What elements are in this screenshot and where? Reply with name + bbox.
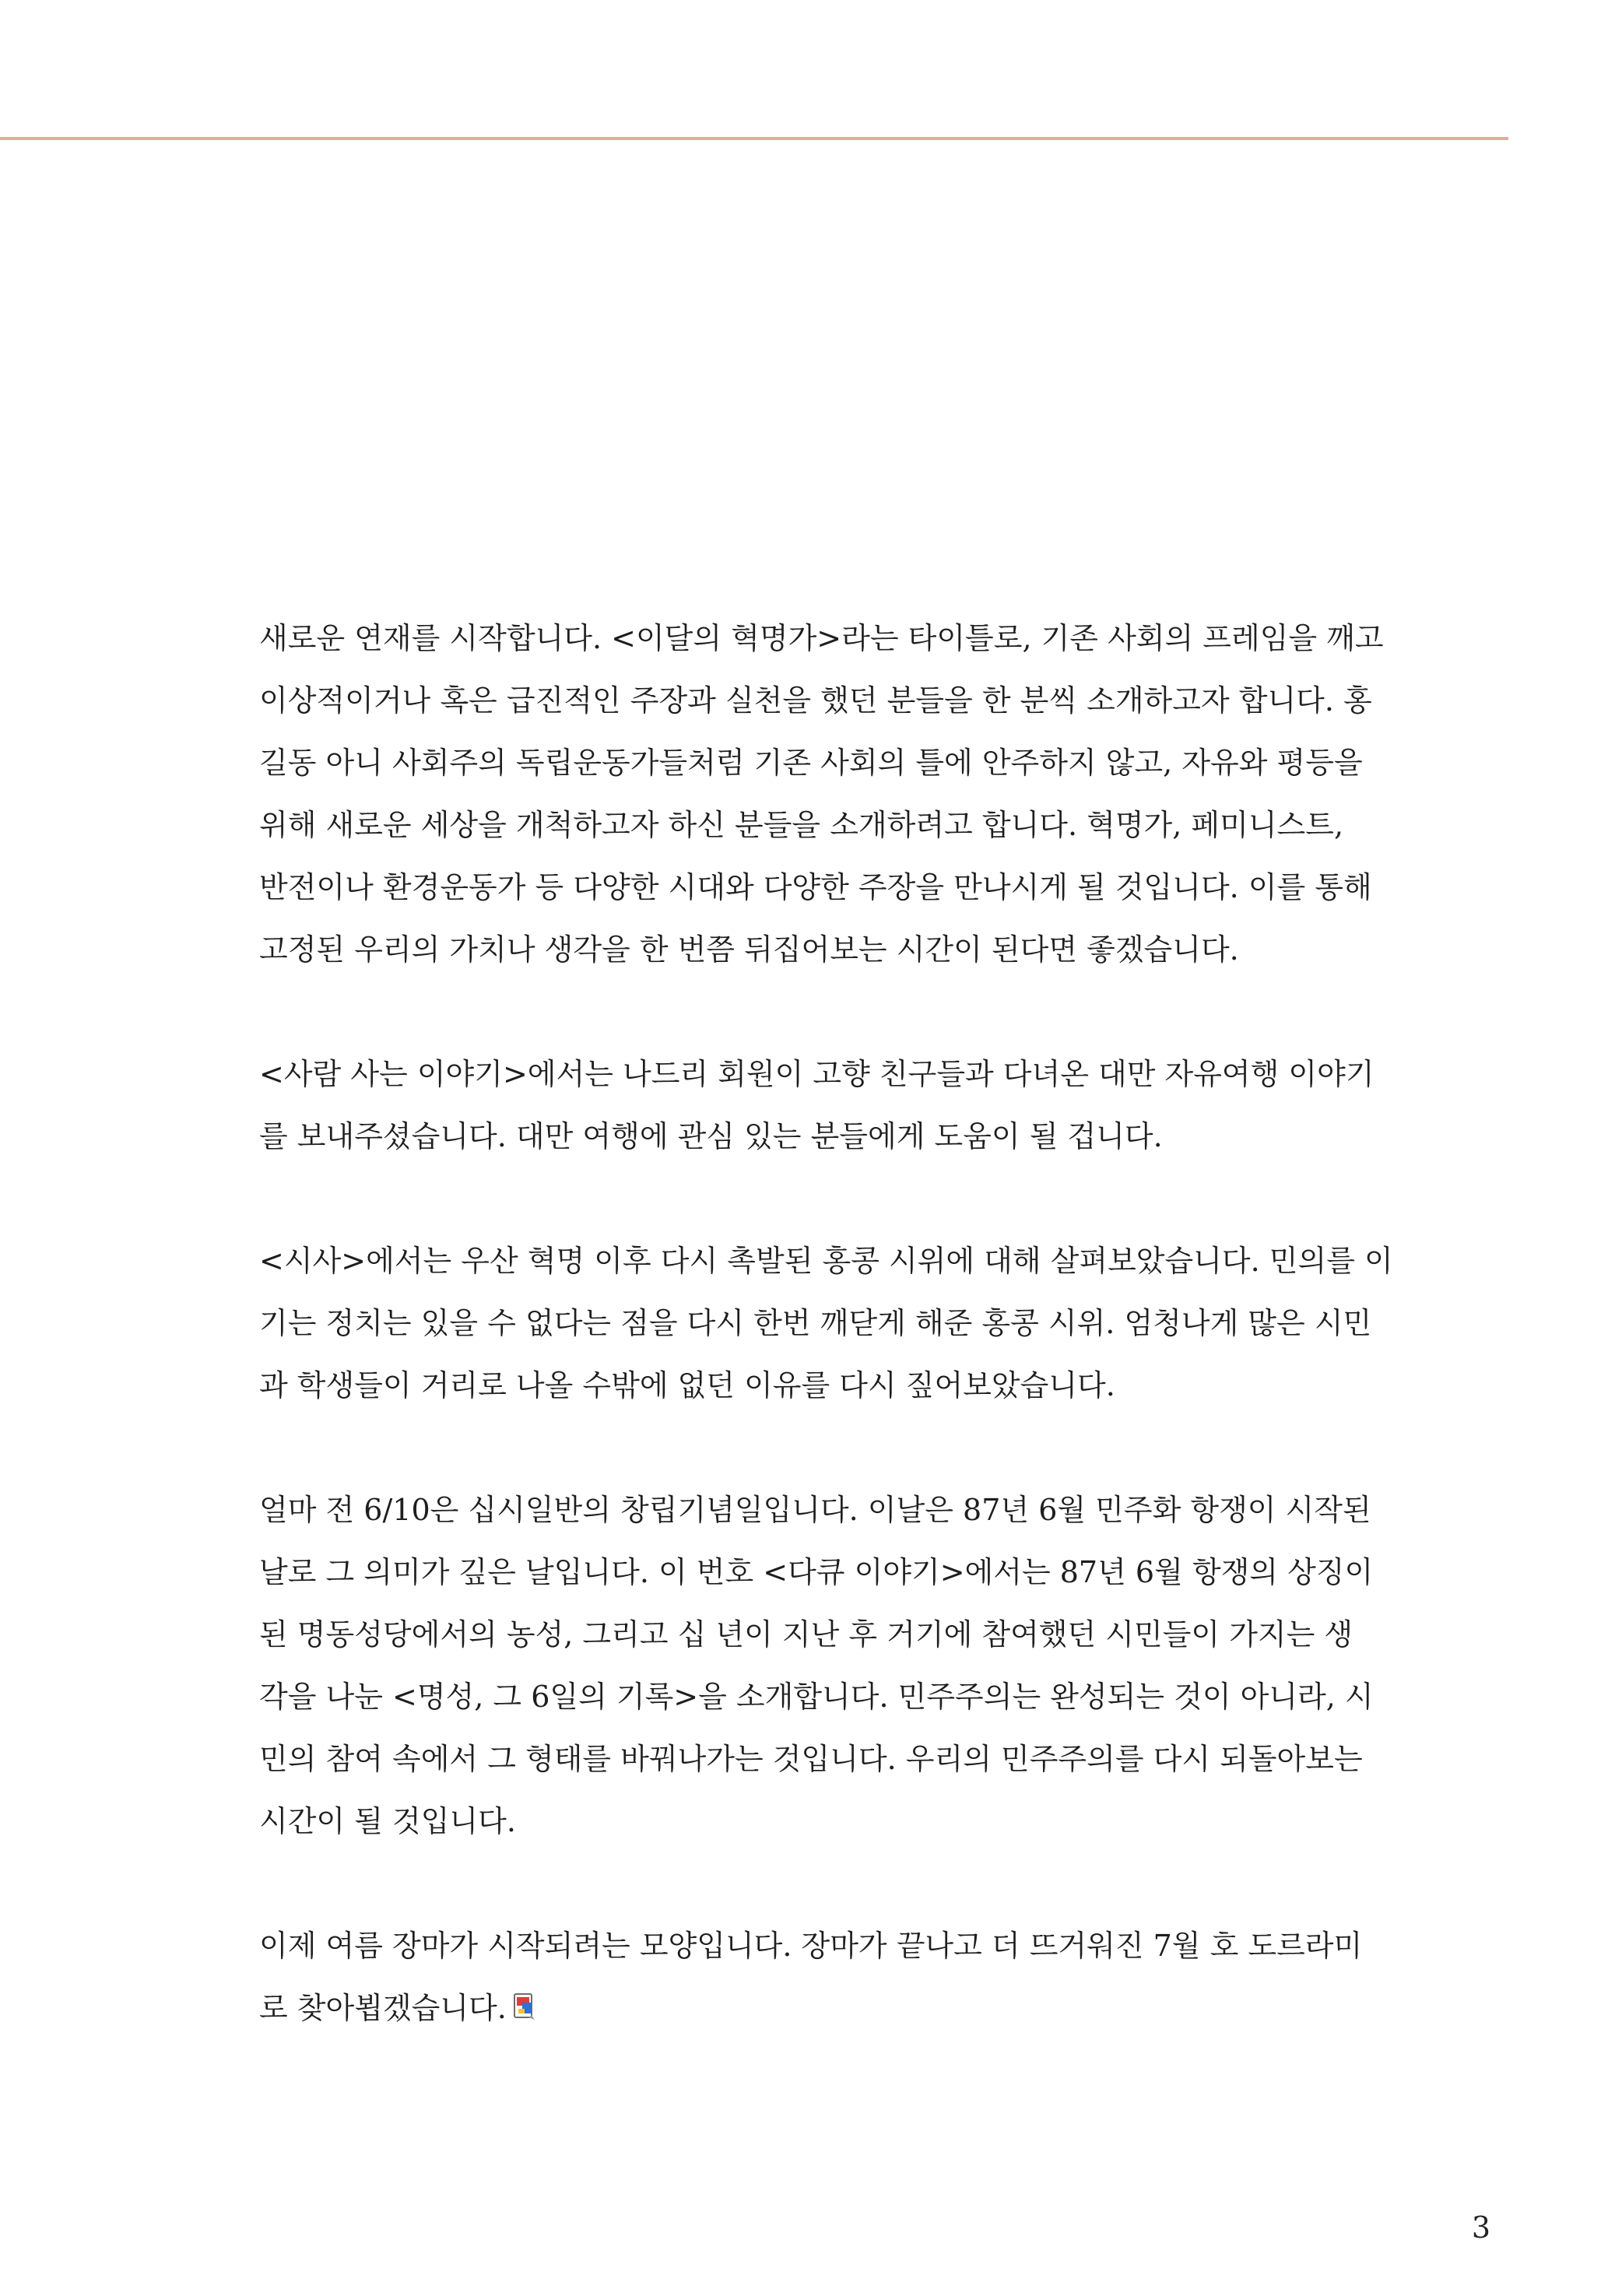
text-line: <시사>에서는 우산 혁명 이후 다시 촉발된 홍콩 시위에 대해 살펴보았습니다. 민의를 이 (259, 1244, 1393, 1278)
paragraph-documentary (259, 1479, 1374, 1852)
text-line: 날로 그 의미가 깊은 날입니다. 이 번호 <다큐 이야기>에서는 87년 6월 항쟁의 상징이 (259, 1555, 1374, 1589)
text-line: 이제 여름 장마가 시작되려는 모양입니다. 장마가 끝나고 더 뜨거워진 7월 호 도르라미 (259, 1929, 1363, 1963)
text-line: 반전이나 환경운동가 등 다양한 시대와 다양한 주장을 만나시게 될 것입니다. 이를 통해 (259, 870, 1372, 904)
text-line: 새로운 연재를 시작합니다. <이달의 혁명가>라는 타이틀로, 기존 사회의 프레임을 깨고 (259, 621, 1384, 655)
text-line: 얼마 전 6/10은 십시일반의 창립기념일입니다. 이날은 87년 6월 민주화 항쟁이 시작된 (259, 1493, 1371, 1527)
article-body (259, 607, 1393, 2039)
text-line: 이상적이거나 혹은 급진적인 주장과 실천을 했던 분들을 한 분씩 소개하고자 합니다. 홍 (259, 683, 1372, 718)
paragraph-new-series (259, 607, 1384, 981)
text-line: 길동 아니 사회주의 독립운동가들처럼 기존 사회의 틀에 안주하지 않고, 자유와 평등을 (259, 746, 1363, 780)
text-line: 기는 정치는 있을 수 없다는 점을 다시 한번 깨닫게 해준 홍콩 시위. 엄청나게 많은 시민 (259, 1306, 1372, 1340)
paragraph-closing (259, 1915, 1364, 2039)
text-line: 를 보내주셨습니다. 대만 여행에 관심 있는 분들에게 도움이 될 겁니다. (259, 1119, 1163, 1153)
text-line: 각을 나눈 <명성, 그 6일의 기록>을 소개합니다. 민주주의는 완성되는 것이 아니라, 시 (259, 1680, 1374, 1714)
text-line: 로 찾아뵙겠습니다. (259, 1991, 507, 2025)
header-rule (0, 137, 1508, 140)
letter-icon (513, 1982, 536, 2013)
text-line: <사람 사는 이야기>에서는 나드리 회원이 고향 친구들과 다녀온 대만 자유여행 이야기 (259, 1057, 1375, 1091)
text-line: 민의 참여 속에서 그 형태를 바꿔나가는 것입니다. 우리의 민주주의를 다시 되돌아보는 (259, 1742, 1363, 1776)
text-line: 고정된 우리의 가치나 생각을 한 번쯤 뒤집어보는 시간이 된다면 좋겠습니다. (259, 932, 1239, 967)
text-line: 시간이 될 것입니다. (259, 1804, 516, 1838)
text-line-with-icon (259, 1977, 1364, 2039)
text-line: 과 학생들이 거리로 나올 수밖에 없던 이유를 다시 짚어보았습니다. (259, 1368, 1115, 1403)
page-number: 3 (1471, 2210, 1490, 2245)
text-line: 된 명동성당에서의 농성, 그리고 십 년이 지난 후 거기에 참여했던 시민들이 가지는 생 (259, 1617, 1353, 1652)
paragraph-current-affairs (259, 1230, 1393, 1417)
text-line: 위해 새로운 세상을 개척하고자 하신 분들을 소개하려고 합니다. 혁명가, 페미니스트, (259, 808, 1344, 842)
paragraph-people-stories (259, 1043, 1375, 1167)
